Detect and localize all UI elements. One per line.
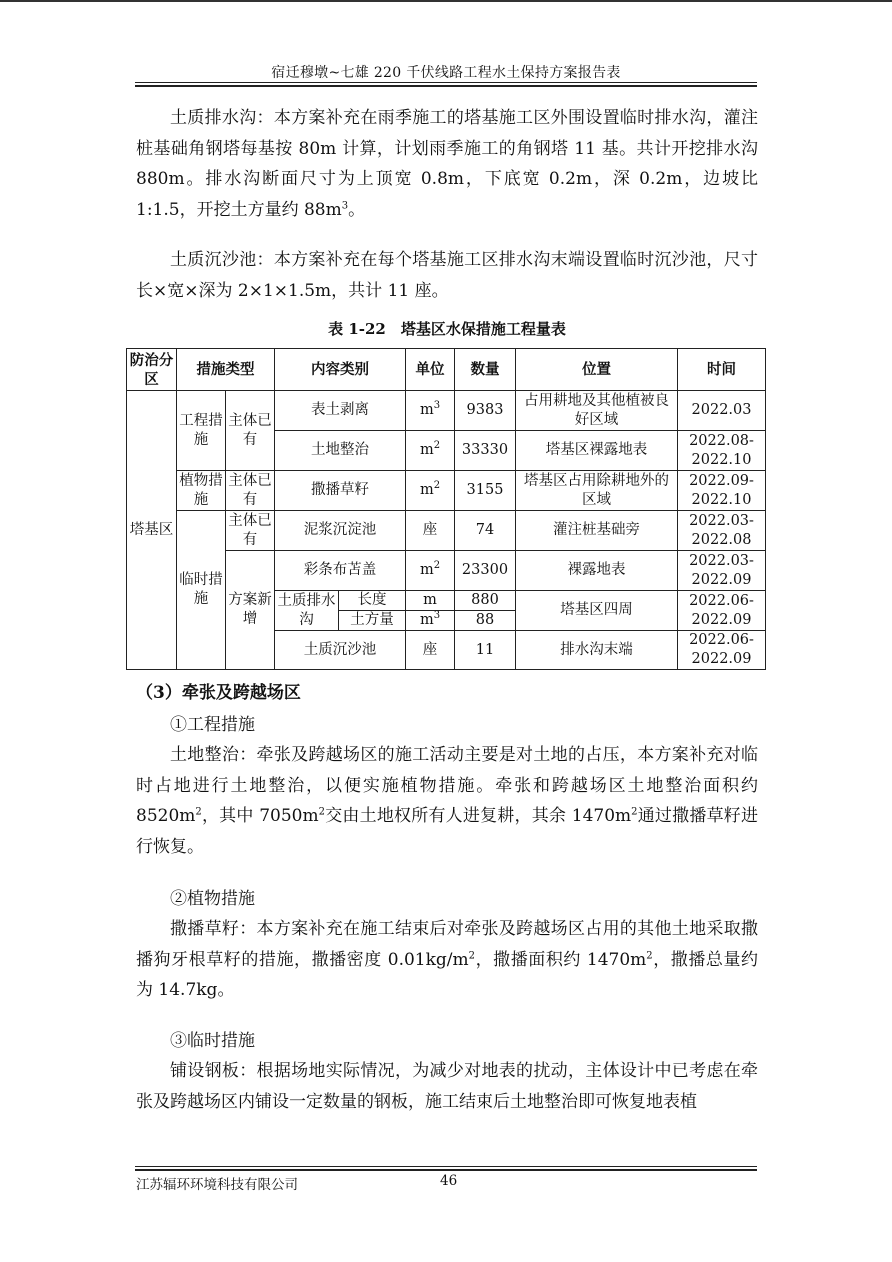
subheading-vegetation: ②植物措施 (170, 889, 255, 909)
th-time: 时间 (678, 349, 766, 391)
content-cell: 土质沉沙池 (275, 631, 406, 670)
unit-cell: $m^2$ (406, 471, 455, 511)
section-heading: （3）牵张及跨越场区 (136, 683, 301, 703)
location-cell: 塔基区四周 (516, 591, 678, 631)
content-cell: 表土剥离 (275, 391, 406, 431)
footer-rule (135, 1166, 757, 1167)
content-cell: 土地整治 (275, 431, 406, 471)
content-cell: 土质排水沟 (275, 591, 339, 631)
unit-cell: 座 (406, 511, 455, 551)
table-row (127, 391, 766, 431)
subheading-temporary: ③临时措施 (170, 1031, 255, 1051)
sub-existing: 主体已有 (226, 391, 275, 471)
footer-rule-thick (135, 1169, 757, 1171)
th-location: 位置 (516, 349, 678, 391)
cat-temporary: 临时措施 (177, 511, 226, 670)
page-header: 宿迁穆墩~七雄 220 千伏线路工程水土保持方案报告表 (271, 65, 621, 81)
table-row (127, 471, 766, 511)
time-cell: 2022.08-2022.10 (678, 431, 766, 471)
time-cell: 2022.09-2022.10 (678, 471, 766, 511)
qty-cell: 23300 (455, 551, 516, 591)
content-cell: 彩条布苫盖 (275, 551, 406, 591)
time-cell: 2022.03-2022.08 (678, 511, 766, 551)
subheading-engineering: ①工程措施 (170, 715, 255, 735)
qty-cell: 11 (455, 631, 516, 670)
unit-cell: $m^2$ (406, 551, 455, 591)
location-cell: 排水沟末端 (516, 631, 678, 670)
cat-vegetation: 植物措施 (177, 471, 226, 511)
paragraph-sediment-pond: 土质沉沙池：本方案补充在每个塔基施工区排水沟末端设置临时沉沙池，尺寸长×宽×深为 2×1×1.5m，共计 11 座。 (136, 250, 758, 301)
content-sub-cell: 土方量 (339, 611, 406, 631)
measures-table (126, 348, 766, 670)
th-type: 措施类型 (177, 349, 275, 391)
content-sub-cell: 长度 (339, 591, 406, 611)
paragraph-drainage: 土质排水沟：本方案补充在雨季施工的塔基施工区外围设置临时排水沟，灌注桩基础角钢塔每基按 80m 计算，计划雨季施工的角钢塔 11 基。共计开挖排水沟 880m。排水沟断面尺寸为上顶宽 0.8m，下底宽 0.2m，深 0.2m，边坡比 1:1.5，开挖土方量约 $88m^3$。 (136, 108, 758, 220)
time-cell: 2022.06-2022.09 (678, 591, 766, 631)
sub-existing: 主体已有 (226, 471, 275, 511)
header-rule (135, 82, 757, 83)
th-unit: 单位 (406, 349, 455, 391)
unit-cell: m (406, 591, 455, 611)
cat-engineering: 工程措施 (177, 391, 226, 471)
content-cell: 撒播草籽 (275, 471, 406, 511)
th-content: 内容类别 (275, 349, 406, 391)
content-cell: 泥浆沉淀池 (275, 511, 406, 551)
th-zone: 防治分区 (127, 349, 177, 391)
paragraph-steel-plate: 铺设钢板：根据场地实际情况，为减少对地表的扰动，主体设计中已考虑在牵张及跨越场区内铺设一定数量的钢板，施工结束后土地整治即可恢复地表植 (136, 1061, 758, 1112)
th-qty: 数量 (455, 349, 516, 391)
location-cell: 塔基区占用除耕地外的区域 (516, 471, 678, 511)
qty-cell: 33330 (455, 431, 516, 471)
footer-company: 江苏辐环环境科技有限公司 (136, 1177, 298, 1193)
location-cell: 占用耕地及其他植被良好区域 (516, 391, 678, 431)
table-row (127, 511, 766, 551)
time-cell: 2022.06-2022.09 (678, 631, 766, 670)
location-cell: 裸露地表 (516, 551, 678, 591)
location-cell: 塔基区裸露地表 (516, 431, 678, 471)
table-caption: 表 1-22 塔基区水保措施工程量表 (328, 320, 566, 338)
location-cell: 灌注桩基础旁 (516, 511, 678, 551)
sub-new: 方案新增 (226, 551, 275, 670)
time-cell: 2022.03 (678, 391, 766, 431)
qty-cell: 3155 (455, 471, 516, 511)
top-border (0, 0, 892, 2)
sub-existing: 主体已有 (226, 511, 275, 551)
unit-cell: $m^2$ (406, 431, 455, 471)
unit-cell: $m^3$ (406, 391, 455, 431)
unit-cell: $m^3$ (406, 611, 455, 631)
qty-cell: 9383 (455, 391, 516, 431)
page-number: 46 (440, 1173, 458, 1189)
qty-cell: 880 (455, 591, 516, 611)
qty-cell: 88 (455, 611, 516, 631)
qty-cell: 74 (455, 511, 516, 551)
paragraph-land-restoration: 土地整治：牵张及跨越场区的施工活动主要是对土地的占压，本方案补充对临时占地进行土地整治，以便实施植物措施。牵张和跨越场区土地整治面积约 $8520m^2$，其中 $7050m^2$交由土地权所有人进复耕，其余 $1470m^2$通过撒播草籽进行恢复。 (136, 745, 758, 857)
unit-cell: 座 (406, 631, 455, 670)
header-rule-thick (135, 85, 757, 87)
zone-cell: 塔基区 (127, 391, 177, 670)
paragraph-seeding: 撒播草籽：本方案补充在施工结束后对牵张及跨越场区占用的其他土地采取撒播狗牙根草籽的措施，撒播密度 $0.01kg/m^2$，撒播面积约 $1470m^2$，撒播总量约为 14.7kg。 (136, 919, 758, 1000)
time-cell: 2022.03-2022.09 (678, 551, 766, 591)
